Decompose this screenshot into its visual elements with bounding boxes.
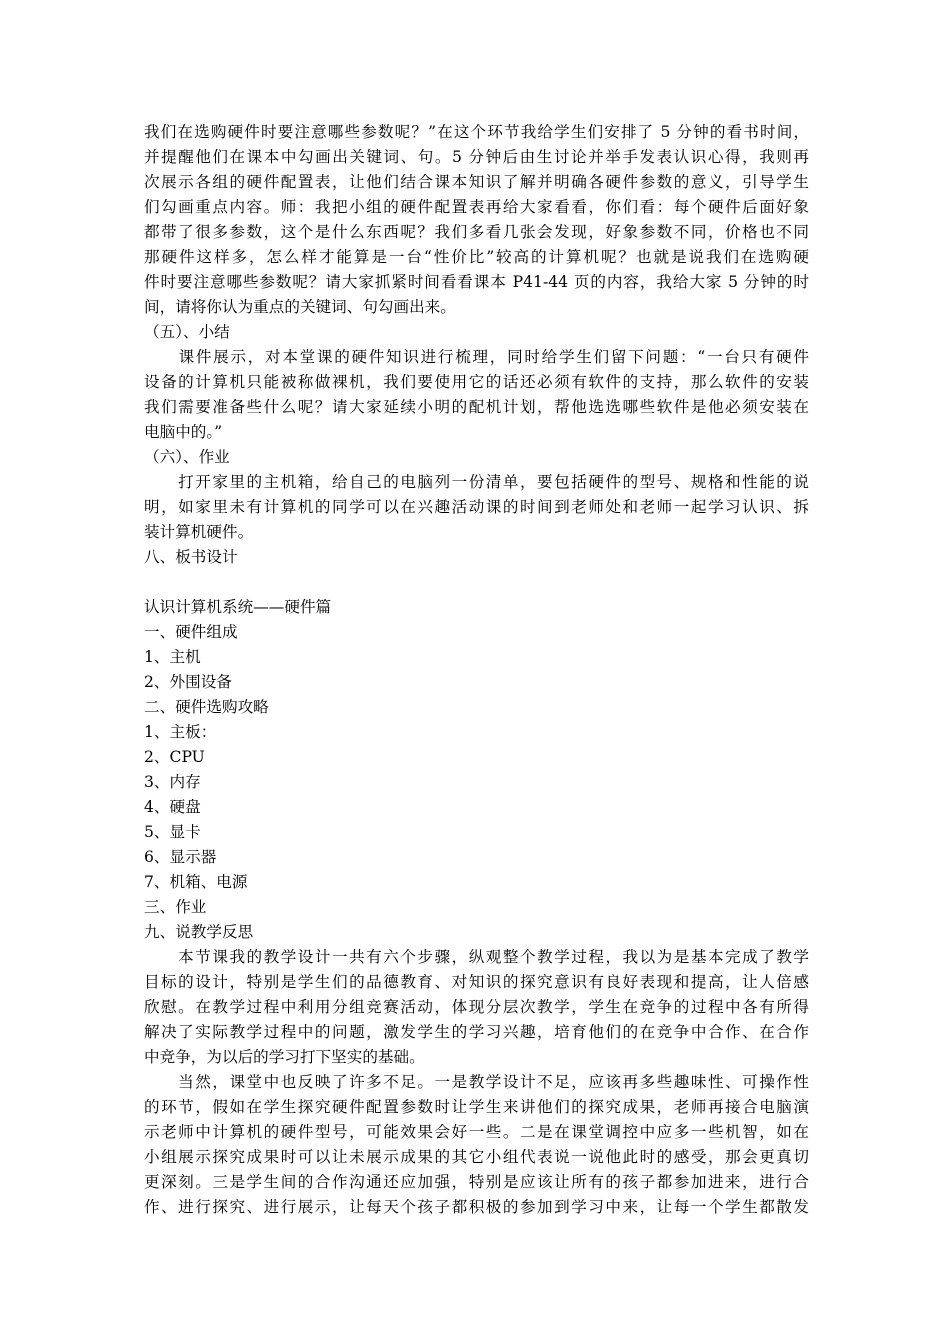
section-heading-summary: （五）、小结	[144, 323, 230, 341]
reflection-paragraph-2	[144, 1070, 809, 1220]
homework-paragraph	[144, 470, 809, 545]
text-line: 本节课我的教学设计一共有六个步骤，纵观整个教学过程，我以为是基本完成了教学	[144, 948, 809, 966]
text-line: 我们在选购硬件时要注意哪些参数呢？”在这个环节我给学生们安排了 5 分钟的看书时间，	[144, 123, 809, 141]
text-line: 的环节，假如在学生探究硬件配置参数时让学生来讲他们的探究成果，老师再接合电脑演	[144, 1098, 809, 1116]
list-item: 7、机箱、电源	[144, 873, 248, 891]
text-line: 间，请将你认为重点的关键词、句勾画出来。	[144, 298, 456, 316]
list-item: 3、内存	[144, 773, 201, 791]
blank-line	[144, 570, 809, 595]
section-heading-reflection: 九、说教学反思	[144, 923, 254, 941]
intro-paragraph	[144, 120, 809, 320]
section-heading-board-design: 八、板书设计	[144, 548, 238, 566]
text-line: 明，如家里未有计算机的同学可以在兴趣活动课的时间到老师处和老师一起学习认识、拆	[144, 498, 809, 516]
reflection-paragraph-1	[144, 945, 809, 1070]
list-item: 1、主板：	[144, 723, 217, 741]
text-line: 作、进行探究、进行展示，让每天个孩子都积极的参加到学习中来，让每一个学生都散发	[144, 1198, 809, 1216]
list-item: 1、主机	[144, 648, 201, 666]
list-item: 4、硬盘	[144, 798, 201, 816]
board-heading: 一、硬件组成	[144, 623, 238, 641]
text-line: 电脑中的。”	[144, 423, 223, 441]
text-line: 那硬件这样多，怎么样才能算是一台“性价比”较高的计算机呢？也就是说我们在选购硬	[144, 248, 809, 266]
section-heading-homework: （六）、作业	[144, 448, 230, 466]
list-item: 6、显示器	[144, 848, 217, 866]
list-item: 5、显卡	[144, 823, 201, 841]
document-body	[144, 120, 809, 1220]
text-line: 件时要注意哪些参数呢？请大家抓紧时间看看课本 P41-44 页的内容，我给大家 5 分钟的时	[144, 273, 809, 291]
summary-paragraph	[144, 345, 809, 445]
board-heading: 三、作业	[144, 898, 207, 916]
text-line: 示老师中计算机的硬件型号，可能效果会好一些。二是在课堂调控中应多一些机智，如在	[144, 1123, 809, 1141]
text-line: 都带了很多参数，这个是什么东西呢？我们多看几张会发现，好象参数不同，价格也不同	[144, 223, 809, 241]
text-line: 小组展示探究成果时可以让未展示成果的其它小组代表说一说他此时的感受，那会更真切	[144, 1148, 809, 1166]
text-line: 装计算机硬件。	[144, 523, 254, 541]
text-line: 解决了实际教学过程中的问题，激发学生的学习兴趣，培育他们的在竞争中合作、在合作	[144, 1023, 809, 1041]
list-item: 2、CPU	[144, 748, 205, 766]
text-line: 目标的设计，特别是学生们的品德教育、对知识的探究意识有良好表现和提高，让人倍感	[144, 973, 809, 991]
board-design	[144, 595, 809, 920]
text-line: 们勾画重点内容。师：我把小组的硬件配置表再给大家看看，你们看：每个硬件后面好象	[144, 198, 809, 216]
text-line: 更深刻。三是学生间的合作沟通还应加强，特别是应该让所有的孩子都参加进来，进行合	[144, 1173, 809, 1191]
list-item: 2、外围设备	[144, 673, 232, 691]
text-line: 课件展示，对本堂课的硬件知识进行梳理，同时给学生们留下问题：“一台只有硬件	[144, 348, 809, 366]
text-line: 设备的计算机只能被称做裸机，我们要使用它的话还必须有软件的支持，那么软件的安装	[144, 373, 809, 391]
board-title: 认识计算机系统——硬件篇	[144, 598, 332, 616]
text-line: 欣慰。在教学过程中利用分组竞赛活动，体现分层次教学，学生在竞争的过程中各有所得	[144, 998, 809, 1016]
text-line: 打开家里的主机箱，给自己的电脑列一份清单，要包括硬件的型号、规格和性能的说	[144, 473, 809, 491]
text-line: 我们需要准备些什么呢？请大家延续小明的配机计划，帮他选选哪些软件是他必须安装在	[144, 398, 809, 416]
text-line: 并提醒他们在课本中勾画出关键词、句。5 分钟后由生讨论并举手发表认识心得，我则再	[144, 148, 809, 166]
board-heading: 二、硬件选购攻略	[144, 698, 269, 716]
text-line: 中竞争，为以后的学习打下坚实的基础。	[144, 1048, 425, 1066]
text-line: 次展示各组的硬件配置表，让他们结合课本知识了解并明确各硬件参数的意义，引导学生	[144, 173, 809, 191]
text-line: 当然，课堂中也反映了许多不足。一是教学设计不足，应该再多些趣味性、可操作性	[144, 1073, 809, 1091]
